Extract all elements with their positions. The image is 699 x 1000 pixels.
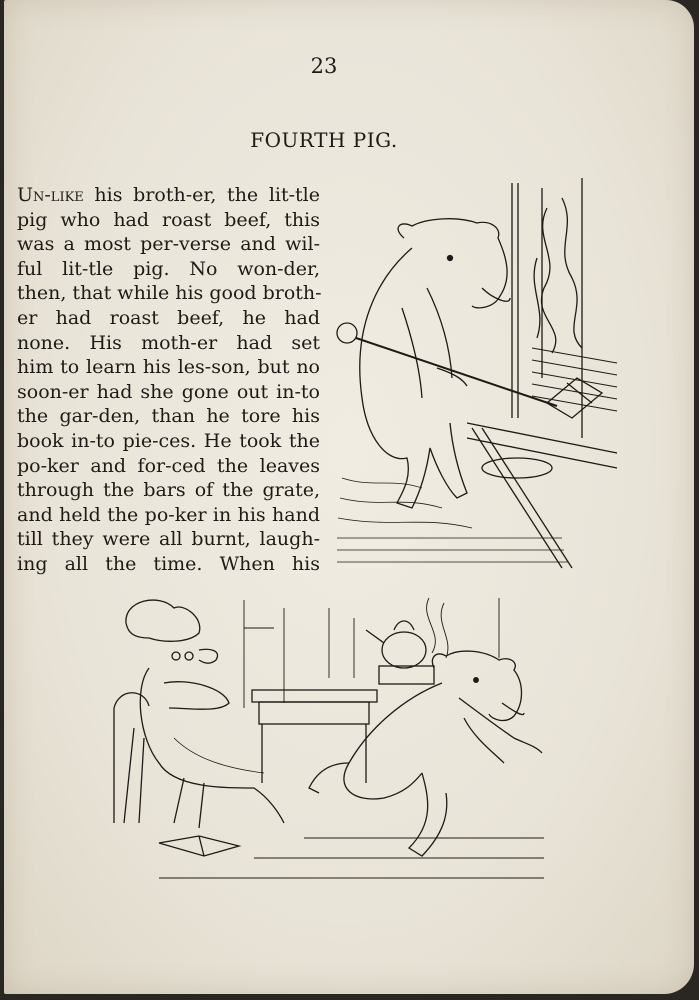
page-number: 23 bbox=[310, 54, 338, 78]
text-line: soon-er had she gone out in-to bbox=[17, 380, 320, 403]
text-line: pig who had roast beef, this bbox=[17, 208, 320, 231]
body-paragraph bbox=[17, 183, 320, 577]
text-line: through the bars of the grate, bbox=[17, 479, 320, 502]
text-line: po-ker and for-ced the leaves bbox=[17, 454, 320, 477]
text-line: then, that while his good broth- bbox=[17, 282, 322, 305]
lead-smallcaps: Un-like bbox=[17, 184, 84, 206]
text-line: book in-to pie-ces. He took the bbox=[17, 429, 320, 452]
text-line: was a most per-verse and wil- bbox=[17, 233, 320, 256]
text-line: till they were all burnt, laugh- bbox=[17, 528, 320, 551]
illustration-pig-running bbox=[104, 588, 554, 888]
text-line: him to learn his les-son, but no bbox=[17, 356, 320, 379]
text-line: none. His moth-er had set bbox=[17, 331, 320, 354]
text-line: ing all the time. When his bbox=[17, 552, 320, 575]
chapter-title: FOURTH PIG. bbox=[250, 128, 398, 152]
text-line: er had roast beef, he had bbox=[17, 306, 320, 329]
book-page bbox=[4, 0, 694, 994]
text-line: the gar-den, than he tore his bbox=[17, 405, 320, 428]
text-line: and held the po-ker in his hand bbox=[17, 503, 320, 526]
text-line: Un-like his broth-er, the lit-tle bbox=[17, 184, 320, 206]
illustration-pig-at-grate bbox=[332, 178, 622, 573]
text-line: ful lit-tle pig. No won-der, bbox=[17, 257, 320, 280]
